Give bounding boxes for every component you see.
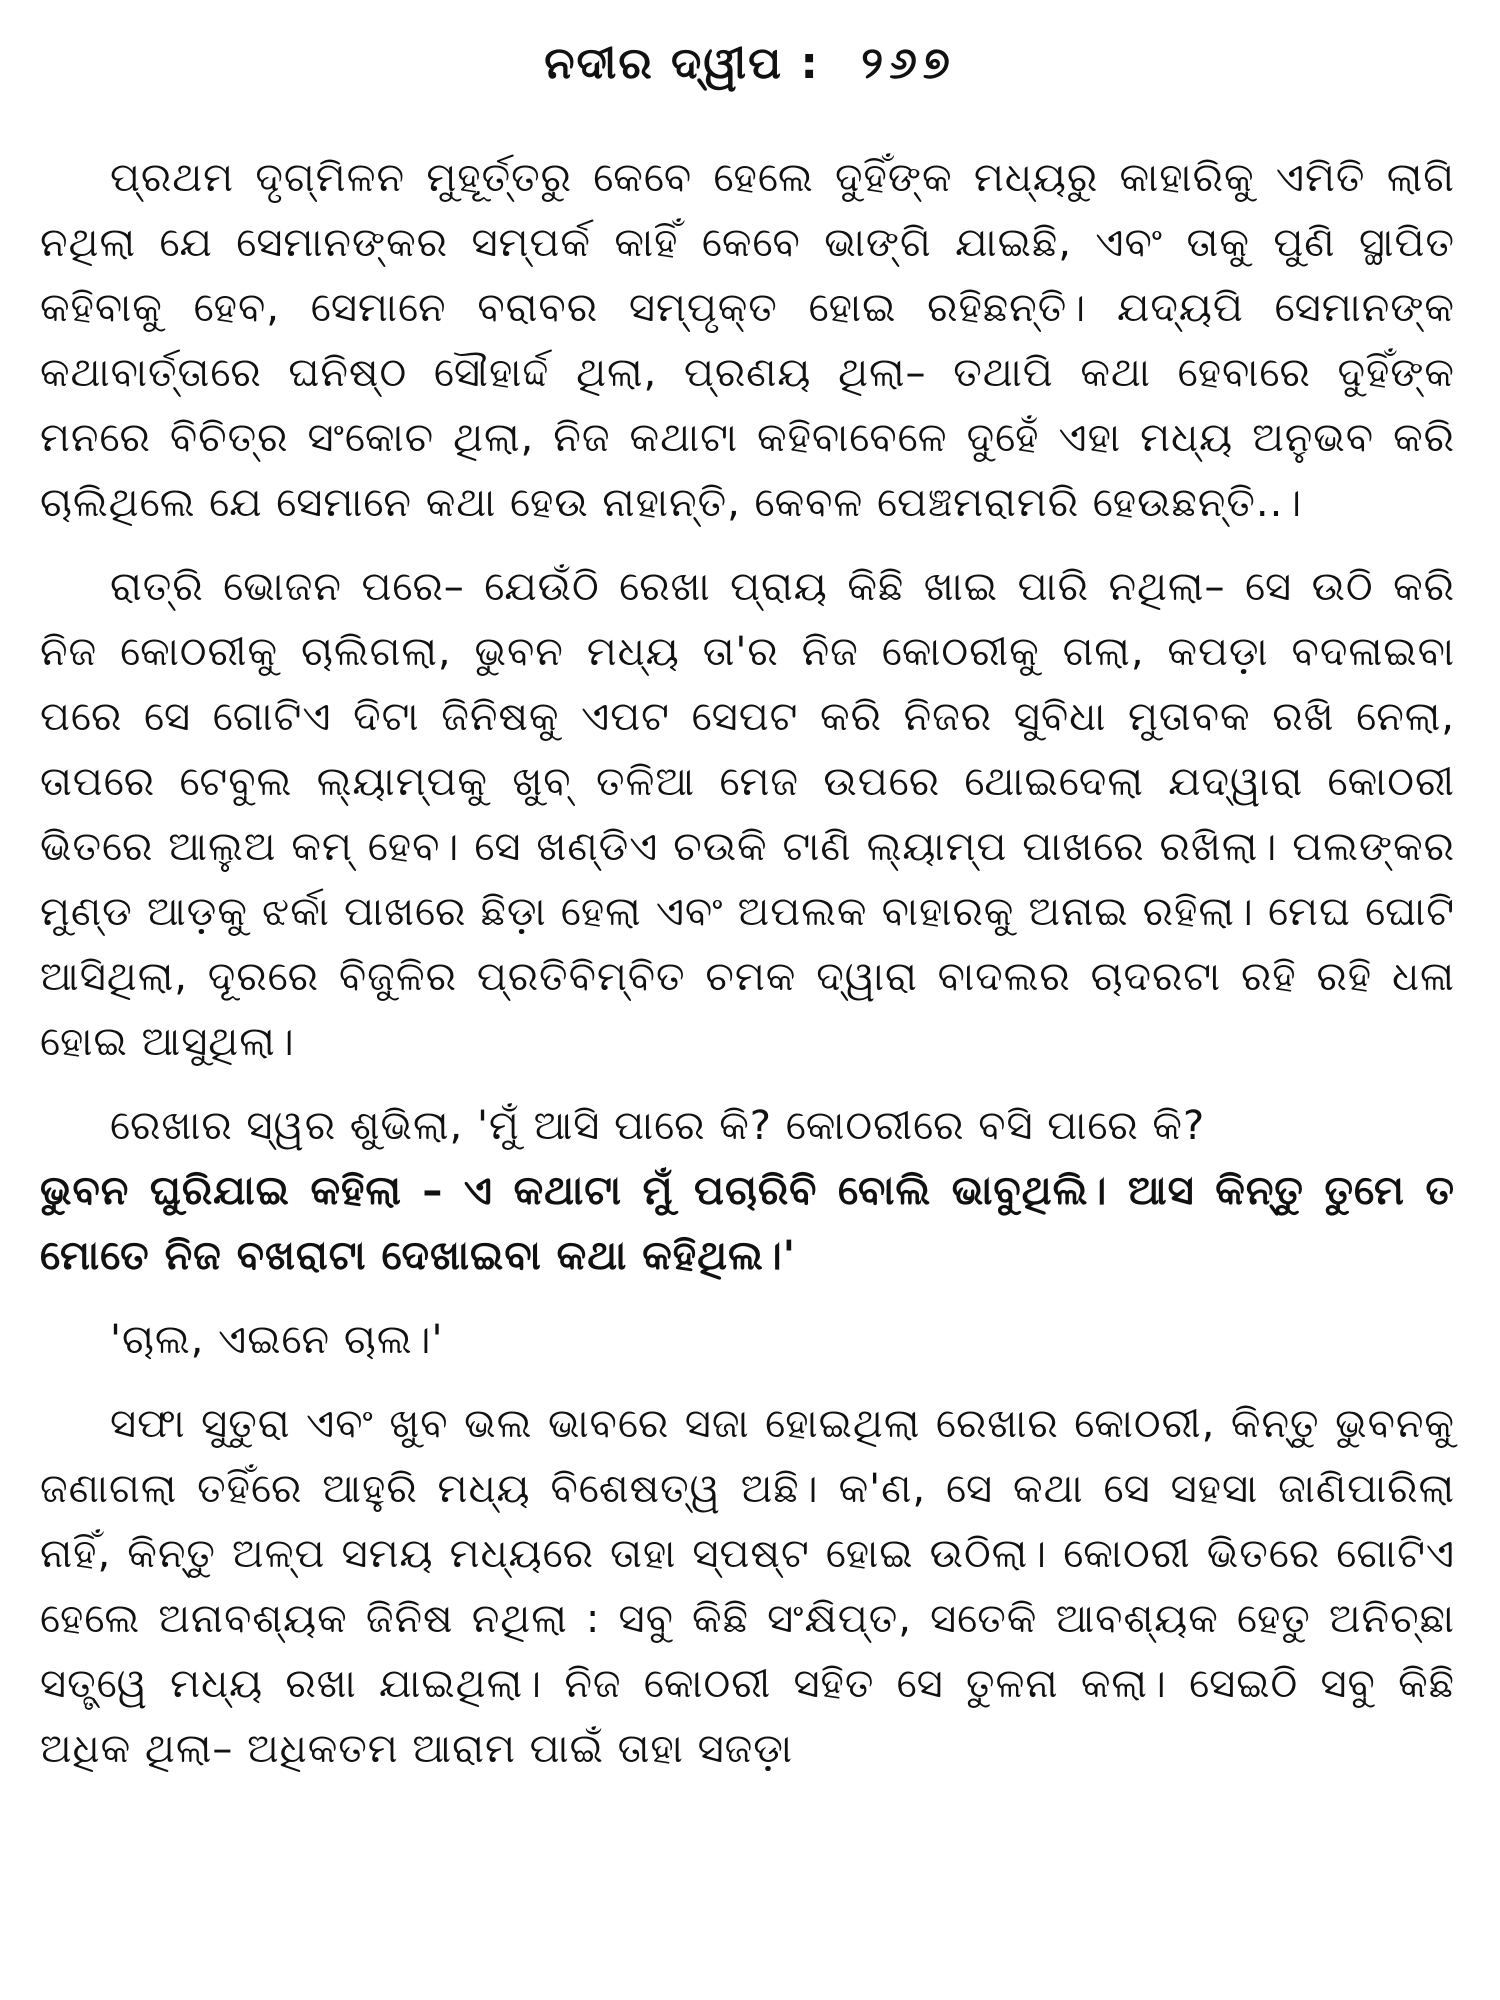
paragraph-4: ଭୁବନ ଘୁରିଯାଇ କହିଲା – ଏ କଥାଟା ମୁଁ ପଚାରିବି ବୋଲି ଭାବୁଥିଲି। ଆସ କିନ୍ତୁ ତୁମେ ତ ମୋତେ ନିଜ ବଖରାଟା ଦେଖାଇବା କଥା କହିଥିଲ।' <box>40 1168 1455 1279</box>
body-text <box>40 146 1455 1801</box>
page-number: ୨୬୭ <box>861 38 956 89</box>
paragraph-5: 'ଚାଲ, ଏଇନେ ଚାଲ।' <box>110 1317 444 1363</box>
book-title: ନଦୀର ଦ୍ୱୀପ : <box>544 38 820 89</box>
paragraph-2: ରାତ୍ରି ଭୋଜନ ପରେ– ଯେଉଁଠି ରେଖା ପ୍ରାୟ କିଛି ଖାଇ ପାରି ନଥିଲା– ସେ ଉଠି କରି ନିଜ କୋଠରୀକୁ ଚାଲିଗଲା, ଭୁବନ ମଧ୍ୟ ତା'ର ନିଜ କୋଠରୀକୁ ଗଲା, କପଡ଼ା ବଦଳାଇବା ପରେ ସେ ଗୋଟିଏ ଦିଟା ଜିନିଷକୁ ଏପଟ ସେପଟ କରି ନିଜର ସୁବିଧା ମୁତାବକ ରଖି ନେଲା, ତାପରେ ଟେବୁଲ ଲ୍ୟାମ୍ପକୁ ଖୁବ୍ ତଳିଆ ମେଜ ଉପରେ ଥୋଇଦେଲା ଯଦ୍ୱାରା କୋଠରୀ ଭିତରେ ଆଲୁଅ କମ୍ ହେବ। ସେ ଖଣ୍ଡିଏ ଚଉକି ଟାଣି ଲ୍ୟାମ୍ପ ପାଖରେ ରଖିଲା। ପଲଙ୍କର ମୁଣ୍ଡ ଆଡ଼କୁ ଝର୍କା ପାଖରେ ଛିଡ଼ା ହେଲା ଏବଂ ଅପଲକ ବାହାରକୁ ଅନାଇ ରହିଲା। ମେଘ ଘୋଟି ଆସିଥିଲା, ଦୂରରେ ବିଜୁଳିର ପ୍ରତିବିମ୍ବିତ ଚମକ ଦ୍ୱାରା ବାଦଲର ଚାଦରଟା ରହି ରହି ଧଳା ହୋଇ ଆସୁଥିଲା। <box>40 564 1455 1065</box>
paragraph-1: ପ୍ରଥମ ଦୃଗ୍‌ମିଳନ ମୁହୂର୍ତ୍ତରୁ କେବେ ହେଲେ ଦୁହିଁଙ୍କ ମଧ୍ୟରୁ କାହାରିକୁ ଏମିତି ଲାଗି ନଥିଲା ଯେ ସେମାନଙ୍କର ସମ୍ପର୍କ କାହିଁ କେବେ ଭାଙ୍ଗି ଯାଇଛି, ଏବଂ ତାକୁ ପୁଣି ସ୍ଥାପିତ କହିବାକୁ ହେବ, ସେମାନେ ବରାବର ସମ୍ପୃକ୍ତ ହୋଇ ରହିଛନ୍ତି। ଯଦ୍ୟପି ସେମାନଙ୍କ କଥାବାର୍ତ୍ତାରେ ଘନିଷ୍ଠ ସୌହାର୍ଦ୍ଦ ଥିଲା, ପ୍ରଣୟ ଥିଲା– ତଥାପି କଥା ହେବାରେ ଦୁହିଁଙ୍କ ମନରେ ବିଚିତ୍ର ସଂକୋଚ ଥିଲା, ନିଜ କଥାଟା କହିବାବେଳେ ଦୁହେଁ ଏହା ମଧ୍ୟ ଅନୁଭବ କରି ଚାଲିଥିଲେ ଯେ ସେମାନେ କଥା ହେଉ ନାହାନ୍ତି, କେବଳ ପେଞ୍ଚମରାମରି ହେଉଛନ୍ତି..। <box>40 155 1455 526</box>
paragraph-6: ସଫା ସୁତୁରା ଏବଂ ଖୁବ ଭଲ ଭାବରେ ସଜା ହୋଇଥିଲା ରେଖାର କୋଠରୀ, କିନ୍ତୁ ଭୁବନକୁ ଜଣାଗଲା ତହିଁରେ ଆହୁରି ମଧ୍ୟ ବିଶେଷତ୍ୱ ଅଛି। କ'ଣ, ସେ କଥା ସେ ସହସା ଜାଣିପାରିଲା ନାହିଁ, କିନ୍ତୁ ଅଳ୍ପ ସମୟ ମଧ୍ୟରେ ତାହା ସ୍ପଷ୍ଟ ହୋଇ ଉଠିଲା। କୋଠରୀ ଭିତରେ ଗୋଟିଏ ହେଲେ ଅନାବଶ୍ୟକ ଜିନିଷ ନଥିଲା : ସବୁ କିଛି ସଂକ୍ଷିପ୍ତ, ସତେକି ଆବଶ୍ୟକ ହେତୁ ଅନିଚ୍ଛା ସତ୍ତ୍ୱେ ମଧ୍ୟ ରଖା ଯାଇଥିଲା। ନିଜ କୋଠରୀ ସହିତ ସେ ତୁଳନା କଲା। ସେଇଠି ସବୁ କିଛି ଅଧିକ ଥିଲା– ଅଧିକତମ ଆରାମ ପାଇଁ ତାହା ସଜଡ଼ା <box>40 1401 1455 1772</box>
running-header <box>0 38 1500 89</box>
paragraph-3: ରେଖାର ସ୍ୱର ଶୁଭିଲା, 'ମୁଁ ଆସି ପାରେ କି? କୋଠରୀରେ ବସି ପାରେ କି? <box>110 1103 1206 1149</box>
